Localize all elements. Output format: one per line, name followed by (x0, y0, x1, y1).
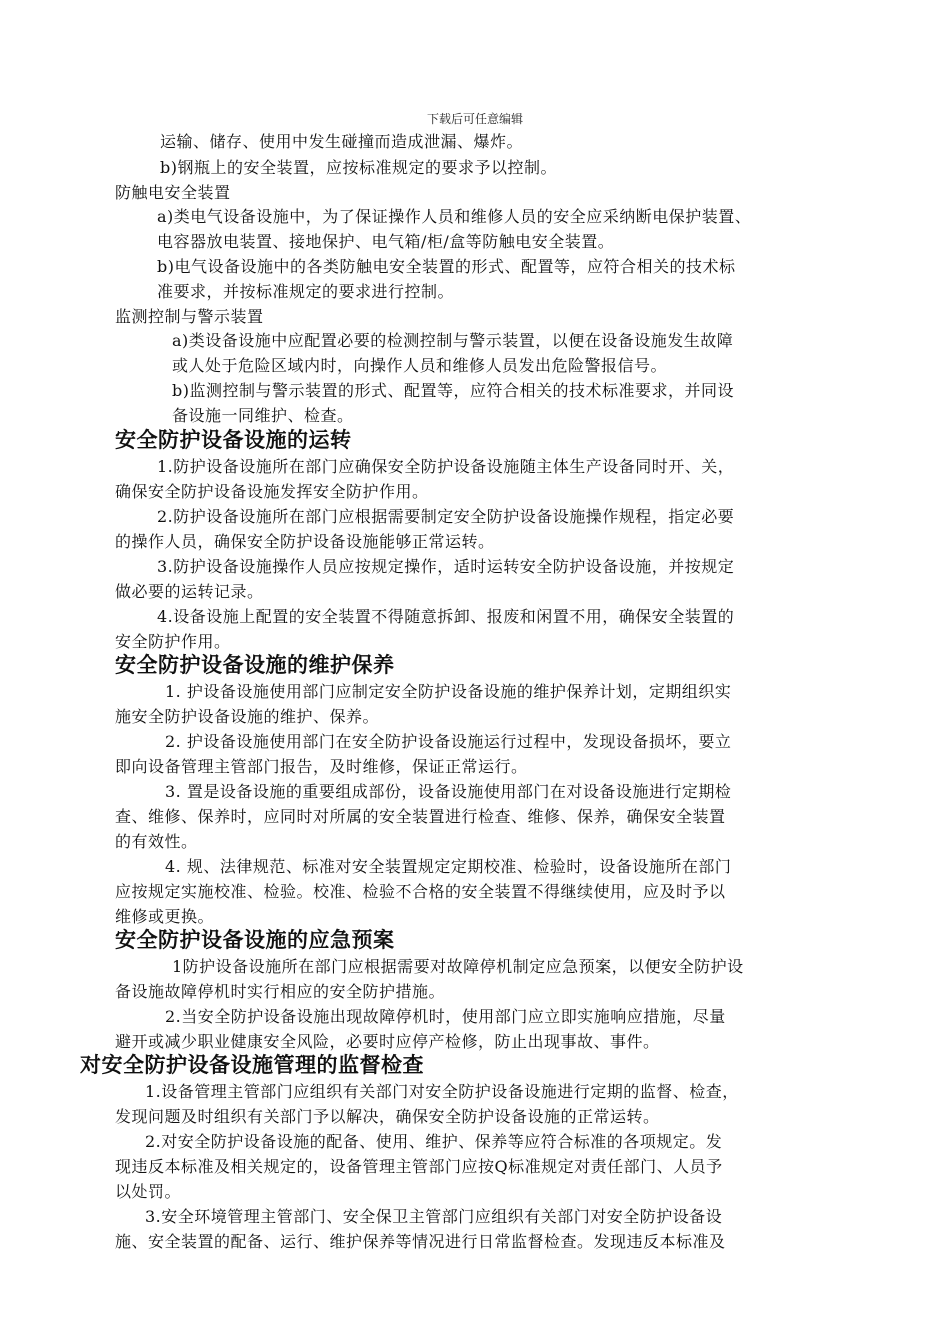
text-line: 安全防护作用。 (115, 632, 231, 651)
text-line: b)监测控制与警示装置的形式、配置等，应符合相关的技术标准要求，并同设 (172, 381, 734, 400)
text-line: 2.当安全防护设备设施出现故障停机时，使用部门应立即实施响应措施，尽量 (165, 1007, 726, 1026)
text-line: 3.防护设备设施操作人员应按规定操作，适时运转安全防护设备设施，并按规定 (157, 557, 735, 576)
text-line: 以处罚。 (115, 1182, 182, 1201)
text-line: 2.对安全防护设备设施的配备、使用、维护、保养等应符合标准的各项规定。发 (145, 1132, 723, 1151)
text-line: a)类设备设施中应配置必要的检测控制与警示装置，以便在设备设施发生故障 (172, 331, 734, 350)
text-line: 确保安全防护设备设施发挥安全防护作用。 (115, 482, 429, 501)
text-line: 3. 置是设备设施的重要组成部份，设备设施使用部门在对设备设施进行定期检 (165, 782, 732, 801)
text-line: 3.安全环境管理主管部门、安全保卫主管部门应组织有关部门对安全防护设备设 (145, 1207, 723, 1226)
text-line: 即向设备管理主管部门报告，及时维修，保证正常运行。 (115, 757, 528, 776)
section-heading: 安全防护设备设施的维护保养 (115, 653, 395, 677)
text-line: 4. 规、法律规范、标准对安全装置规定定期校准、检验时，设备设施所在部门 (165, 857, 732, 876)
text-line: a)类电气设备设施中，为了保证操作人员和维修人员的安全应采纳断电保护装置、 (157, 207, 752, 226)
text-line: 维修或更换。 (115, 907, 215, 926)
text-line: b)电气设备设施中的各类防触电安全装置的形式、配置等，应符合相关的技术标 (157, 257, 736, 276)
text-line: 发现问题及时组织有关部门予以解决，确保安全防护设备设施的正常运转。 (115, 1107, 660, 1126)
section-heading: 安全防护设备设施的应急预案 (115, 928, 395, 952)
section-heading: 对安全防护设备设施管理的监督检查 (80, 1053, 424, 1077)
text-line: 做必要的运转记录。 (115, 582, 264, 601)
text-line: 的有效性。 (115, 832, 198, 851)
section-heading: 安全防护设备设施的运转 (115, 428, 352, 452)
page-header-note: 下载后可任意编辑 (426, 112, 523, 126)
text-line: 备设施故障停机时实行相应的安全防护措施。 (115, 982, 446, 1001)
text-line: b)钢瓶上的安全装置，应按标准规定的要求予以控制。 (160, 158, 557, 177)
text-line: 现违反本标准及相关规定的，设备管理主管部门应按Q标准规定对责任部门、人员予 (115, 1157, 723, 1176)
text-line: 施、安全装置的配备、运行、维护保养等情况进行日常监督检查。发现违反本标准及 (115, 1232, 726, 1251)
text-line: 1.防护设备设施所在部门应确保安全防护设备设施随主体生产设备同时开、关， (157, 457, 735, 476)
text-line: 1防护设备设施所在部门应根据需要对故障停机制定应急预案，以便安全防护设 (172, 957, 744, 976)
subsection-heading: 防触电安全装置 (115, 183, 231, 202)
text-line: 2. 护设备设施使用部门在安全防护设备设施运行过程中，发现设备损坏，要立 (165, 732, 732, 751)
text-line: 查、维修、保养时，应同时对所属的安全装置进行检查、维修、保养，确保安全装置 (115, 807, 726, 826)
text-line: 准要求，并按标准规定的要求进行控制。 (157, 282, 455, 301)
subsection-heading: 监测控制与警示装置 (115, 307, 264, 326)
text-line: 或人处于危险区域内时，向操作人员和维修人员发出危险警报信号。 (172, 356, 668, 375)
text-line: 应按规定实施校准、检验。校准、检验不合格的安全装置不得继续使用，应及时予以 (115, 882, 726, 901)
text-line: 的操作人员，确保安全防护设备设施能够正常运转。 (115, 532, 495, 551)
text-line: 电容器放电装置、接地保护、电气箱/柜/盒等防触电安全装置。 (157, 232, 615, 251)
text-line: 运输、储存、使用中发生碰撞而造成泄漏、爆炸。 (160, 132, 524, 151)
text-line: 施安全防护设备设施的维护、保养。 (115, 707, 380, 726)
text-line: 1.设备管理主管部门应组织有关部门对安全防护设备设施进行定期的监督、检查， (145, 1082, 739, 1101)
text-line: 避开或减少职业健康安全风险，必要时应停产检修，防止出现事故、事件。 (115, 1032, 660, 1051)
text-line: 备设施一同维护、检查。 (172, 406, 354, 425)
text-line: 1. 护设备设施使用部门应制定安全防护设备设施的维护保养计划，定期组织实 (165, 682, 732, 701)
text-line: 2.防护设备设施所在部门应根据需要制定安全防护设备设施操作规程，指定必要 (157, 507, 735, 526)
text-line: 4.设备设施上配置的安全装置不得随意拆卸、报废和闲置不用，确保安全装置的 (157, 607, 735, 626)
